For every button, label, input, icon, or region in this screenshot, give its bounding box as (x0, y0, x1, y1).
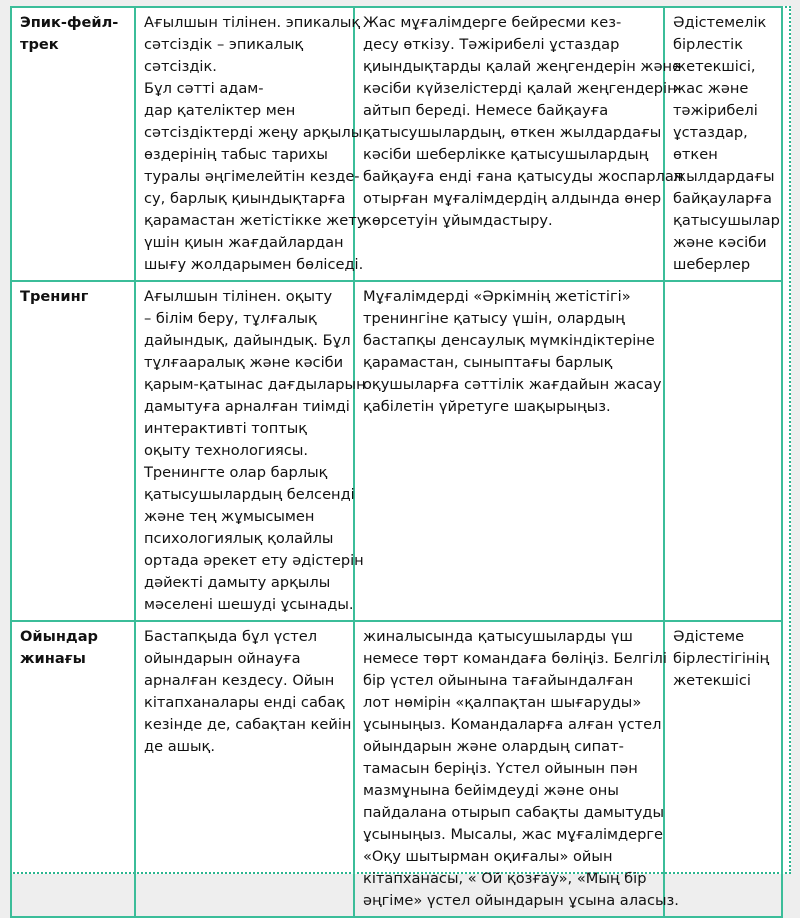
text-line: немесе төрт командаға бөліңіз. Белгілі (363, 650, 667, 667)
definition-cell (135, 281, 366, 621)
text-line: жиналысында қатысушыларды үш (363, 628, 633, 645)
text-line: өткен (673, 146, 718, 163)
text-line: дәйекті дамыту арқылы (144, 574, 331, 591)
text-line: бірлестік (673, 36, 744, 53)
text-line: «Оқу шытырман оқиғалы» ойын (363, 848, 613, 865)
text-line: әңгіме» үстел ойындарын ұсына аласыз. (363, 892, 679, 909)
text-line: сәтсіздік – эпикалық (144, 36, 304, 53)
text-line: кәсіби күйзелістерді қалай жеңгендерін (363, 80, 677, 97)
text-line: туралы әңгімелейтін кездe- (144, 168, 360, 185)
text-line: байқауға енді ғана қатысуды жоспарлап (363, 168, 684, 185)
text-line: мазмұнына бейімдеуді және оны (363, 782, 619, 799)
term-cell (11, 7, 135, 281)
text-line: – білім беру, тұлғалық (144, 310, 317, 327)
text-line: Ағылшын тілінен. оқыту (144, 288, 333, 305)
table-row (11, 7, 782, 281)
text-line: ұсыныңыз. Мысалы, жас мұғалімдерге (363, 826, 663, 843)
text-line: тәжірибелі (673, 102, 758, 119)
text-line: қатысушылардың, өткен жылдардағы (363, 124, 662, 141)
text-line: ұсыныңыз. Командаларға алған үстел (363, 716, 662, 733)
text-line: қарамастан, сыныптағы барлық (363, 354, 613, 371)
text-line: байқауларға (673, 190, 772, 207)
text-line: Әдістемелік (673, 14, 767, 31)
text-line: тренингіне қатысу үшін, олардың (363, 310, 625, 327)
text-line: тұлғааралық және кәсіби (144, 354, 344, 371)
text-line: ойындарын ойнауға (144, 650, 301, 667)
text-line: психологиялық қолайлы (144, 530, 334, 547)
text-line: десу өткізу. Тәжірибелі ұстаздар (363, 36, 620, 53)
text-line: кітапханалары енді сабақ (144, 694, 345, 711)
text-line: кітапханасы, « Ой қозғау», «Мың бір (363, 870, 647, 887)
text-line: қатысушылардың белсенді (144, 486, 355, 503)
text-line: интерактивті топтық (144, 420, 308, 437)
text-line: жас және (673, 80, 749, 97)
text-line: оқыту технологиясы. (144, 442, 309, 459)
table-row (11, 281, 782, 621)
text-line: Жас мұғалімдерге бейресми кез- (363, 14, 622, 31)
text-line: арналған кездесу. Ойын (144, 672, 335, 689)
text-line: және кәсіби (673, 234, 767, 251)
text-line: дамытуға арналған тиімді (144, 398, 350, 415)
text-line: жинағы (20, 650, 86, 667)
text-line: оқушыларға сәттілік жағдайын жасау (363, 376, 662, 393)
text-line: трек (20, 36, 59, 53)
text-line: шеберлер (673, 256, 751, 273)
text-line: айтып береді. Немесе байқауға (363, 102, 609, 119)
text-line: өздерінің табыс тарихы (144, 146, 328, 163)
text-line: Әдістеме (673, 628, 745, 645)
text-line: пайдалана отырып сабақты дамытуды (363, 804, 665, 821)
text-line: шығу жолдарымен бөліседі. (144, 256, 364, 273)
text-line: ұстаздар, (673, 124, 748, 141)
text-line: кезінде де, сабақтан кейін (144, 716, 352, 733)
activity-cell (354, 621, 679, 917)
text-line: су, барлық қиындықтарға (144, 190, 346, 207)
text-line: және тең жұмысымен (144, 508, 315, 525)
text-line: лот нөмірін «қалпақтан шығаруды» (363, 694, 642, 711)
text-line: Тренинг (20, 288, 89, 305)
term-cell (11, 621, 135, 917)
text-line: Мұғалімдерді «Әркімнің жетістігі» (363, 288, 631, 305)
methods-table (10, 6, 783, 918)
text-line: тамасын беріңіз. Үстел ойынын пән (363, 760, 638, 777)
text-line: қиындықтарды қалай жеңгендерін және (363, 58, 682, 75)
text-line: мәселені шешуді ұсынады. (144, 596, 354, 613)
table-row (11, 621, 782, 917)
text-line: де ашық. (144, 738, 215, 755)
text-line: Ойындар (20, 628, 98, 645)
text-line: сәтсіздіктерді жеңу арқылы (144, 124, 363, 141)
text-line: отырған мұғалімдердің алдында өнер (363, 190, 662, 207)
responsible-cell (664, 281, 782, 621)
text-line: Тренингте олар барлық (144, 464, 328, 481)
text-line: бірлестігінің (673, 650, 770, 667)
text-line: дайындық, дайындық. Бұл (144, 332, 351, 349)
text-line: кәсіби шеберлікке қатысушылардың (363, 146, 649, 163)
text-line: Бұл сәтті адам- (144, 80, 264, 97)
text-line: жетекшісі, (673, 58, 756, 75)
text-line: дар қателіктер мен (144, 102, 296, 119)
activity-cell (354, 281, 664, 621)
text-line: қабілетін үйретуге шақырыңыз. (363, 398, 611, 415)
text-line: жетекшісі (673, 672, 751, 689)
text-line: ортада әрекет ету әдістерін (144, 552, 364, 569)
text-line: көрсетуін ұйымдастыру. (363, 212, 553, 229)
text-line: бір үстел ойынына тағайындалған (363, 672, 634, 689)
text-line: қатысушылар (673, 212, 780, 229)
responsible-cell (664, 621, 782, 917)
text-line: Бастапқыда бұл үстел (144, 628, 318, 645)
text-line: жылдардағы (673, 168, 775, 185)
activity-cell (354, 7, 684, 281)
definition-cell (135, 621, 354, 917)
text-line: бастапқы денсаулық мүмкіндіктеріне (363, 332, 655, 349)
text-line: Ағылшын тілінен. эпикалық (144, 14, 361, 31)
term-cell (11, 281, 135, 621)
text-line: сәтсіздік. (144, 58, 217, 75)
text-line: қарым-қатынас дағдыларын (144, 376, 366, 393)
text-line: үшін қиын жағдайлардан (144, 234, 344, 251)
responsible-cell (664, 7, 782, 281)
definition-cell (135, 7, 366, 281)
text-line: қарамастан жетістікке жету (144, 212, 366, 229)
text-line: Эпик-фейл- (20, 14, 119, 31)
text-line: ойындарын және олардың сипат- (363, 738, 624, 755)
